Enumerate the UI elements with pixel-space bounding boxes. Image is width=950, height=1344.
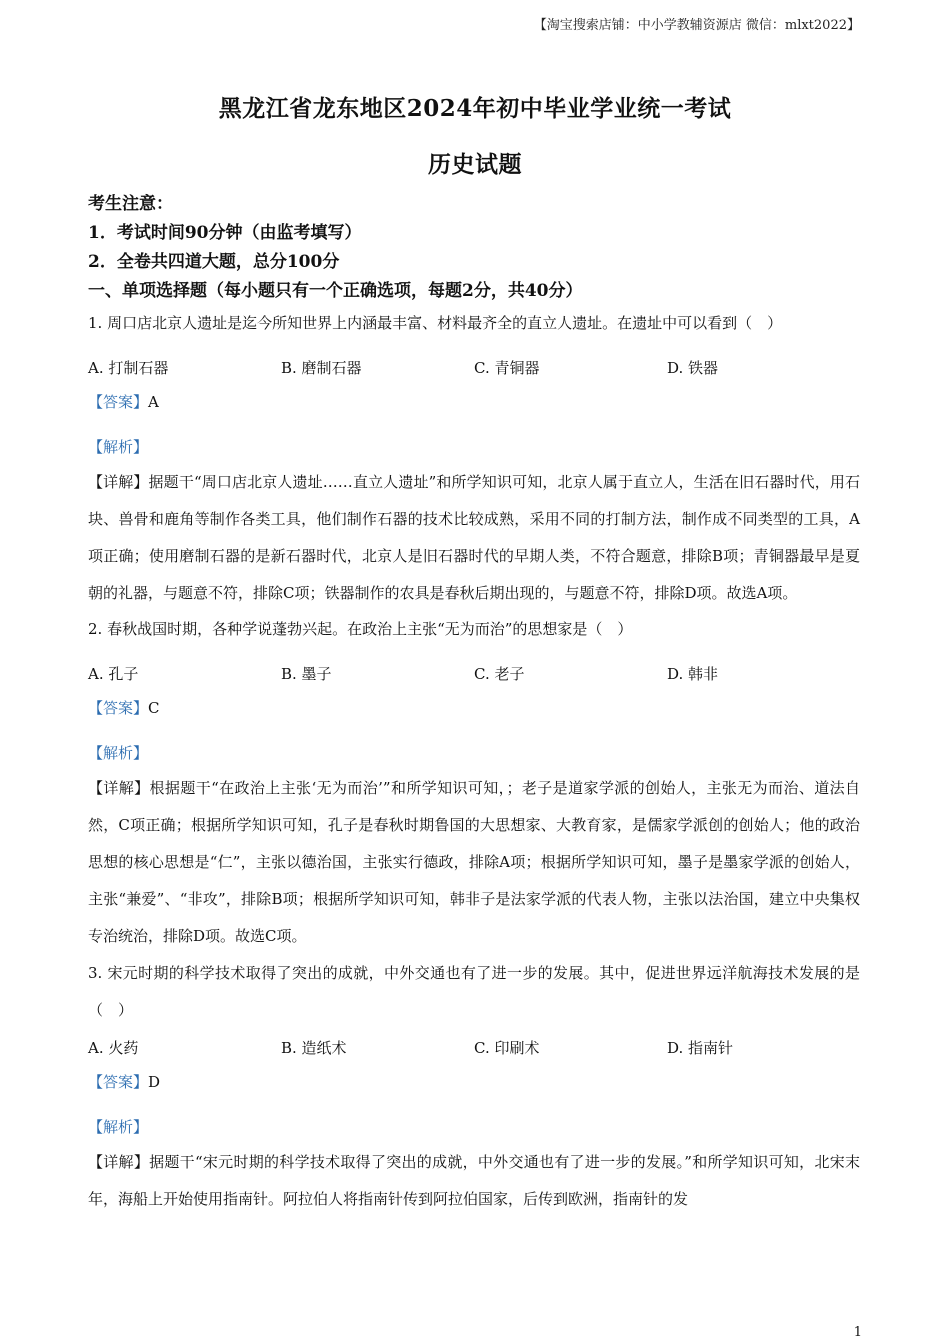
option-row bbox=[88, 1033, 860, 1063]
detail-label: 【详解】 bbox=[88, 779, 150, 797]
question-block bbox=[88, 614, 860, 955]
analysis-label: 【解析】 bbox=[88, 1118, 149, 1136]
option-c: C. 青铜器 bbox=[474, 359, 540, 377]
section-heading: 一、单项选择题（每小题只有一个正确选项，每题2分，共40分） bbox=[88, 281, 583, 301]
answer-label: 【答案】 bbox=[88, 699, 149, 717]
detail-paragraph bbox=[88, 464, 860, 612]
analysis-label: 【解析】 bbox=[88, 744, 149, 762]
question-stem: 2. 春秋战国时期，各种学说蓬勃兴起。在政治上主张“无为而治”的思想家是（ ） bbox=[88, 620, 633, 638]
detail-paragraph bbox=[88, 770, 860, 955]
page-subtitle: 历史试题 bbox=[428, 151, 522, 178]
question-stem: 3. 宋元时期的科学技术取得了突出的成就，中外交通也有了进一步的发展。其中，促进世界远洋航海技术发展的是（ ） bbox=[88, 964, 860, 1019]
option-a: A. 孔子 bbox=[88, 665, 139, 683]
option-d: D. 铁器 bbox=[667, 359, 719, 377]
detail-text: 据题干“周口店北京人遗址……直立人遗址”和所学知识可知，北京人属于直立人，生活在旧石器时代，用石块、兽骨和鹿角等制作各类工具，他们制作石器的技术比较成熟，采用不同的打制方法，制作成不同类型的工具，A项正确；使用磨制石器的是新石器时代，北京人是旧石器时代的早期人类，不符合题意，排除B项；青铜器最早是夏朝的礼器，与题意不符，排除C项；铁器制作的农具是春秋后期出现的，与题意不符，排除D项。故选A项。 bbox=[88, 473, 860, 602]
answer-value: C bbox=[148, 699, 160, 717]
option-row bbox=[88, 353, 860, 383]
answer-value: A bbox=[148, 393, 159, 411]
option-d: D. 指南针 bbox=[667, 1039, 734, 1057]
option-b: B. 墨子 bbox=[281, 665, 332, 683]
detail-paragraph bbox=[88, 1144, 860, 1218]
option-b: B. 磨制石器 bbox=[281, 359, 362, 377]
page-title: 黑龙江省龙东地区2024年初中毕业学业统一考试 bbox=[218, 95, 732, 122]
option-d: D. 韩非 bbox=[667, 665, 719, 683]
option-a: A. 打制石器 bbox=[88, 359, 169, 377]
document-body bbox=[88, 190, 860, 1218]
page-number: 1 bbox=[853, 1325, 862, 1340]
analysis-label: 【解析】 bbox=[88, 438, 149, 456]
detail-label: 【详解】 bbox=[88, 473, 149, 491]
question-block bbox=[88, 308, 860, 612]
option-row bbox=[88, 659, 860, 689]
answer-line bbox=[88, 1067, 860, 1097]
notice-item: 2．全卷共四道大题，总分100分 bbox=[88, 252, 340, 272]
detail-text: 根据题干“在政治上主张‘无为而治’”和所学知识可知，；老子是道家学派的创始人，主张无为而治、道法自然，C项正确；根据所学知识可知，孔子是春秋时期鲁国的大思想家、大教育家，是儒家学派创的创始人；他的政治思想的核心思想是“仁”，主张以德治国，主张实行德政，排除A项；根据所学知识可知，墨子是墨家学派的创始人，主张“兼爱”、“非攻”，排除B项；根据所学知识可知，韩非子是法家学派的代表人物，主张以法治国，建立中央集权专治统治，排除D项。故选C项。 bbox=[88, 779, 860, 945]
question-block bbox=[88, 955, 860, 1218]
option-c: C. 印刷术 bbox=[474, 1039, 540, 1057]
option-b: B. 造纸术 bbox=[281, 1039, 347, 1057]
notice-heading: 考生注意： bbox=[88, 194, 173, 214]
detail-label: 【详解】 bbox=[88, 1153, 150, 1171]
answer-line bbox=[88, 693, 860, 723]
answer-label: 【答案】 bbox=[88, 1073, 149, 1091]
option-a: A. 火药 bbox=[88, 1039, 139, 1057]
answer-line bbox=[88, 387, 860, 417]
analysis-line bbox=[88, 1112, 860, 1142]
notice-item: 1．考试时间90分钟（由监考填写） bbox=[88, 223, 362, 243]
analysis-line bbox=[88, 738, 860, 768]
question-stem: 1. 周口店北京人遗址是迄今所知世界上内涵最丰富、材料最齐全的直立人遗址。在遗址中可以看到（ ） bbox=[88, 314, 783, 332]
detail-text: 据题干“宋元时期的科学技术取得了突出的成就，中外交通也有了进一步的发展。”和所学知识可知，北宋末年，海船上开始使用指南针。阿拉伯人将指南针传到阿拉伯国家，后传到欧洲，指南针的发 bbox=[88, 1153, 860, 1208]
option-c: C. 老子 bbox=[474, 665, 525, 683]
analysis-line bbox=[88, 432, 860, 462]
answer-value: D bbox=[148, 1073, 161, 1091]
header-note: 【淘宝搜索店铺：中小学教辅资源店 微信：mlxt2022】 bbox=[533, 18, 860, 33]
answer-label: 【答案】 bbox=[88, 393, 149, 411]
